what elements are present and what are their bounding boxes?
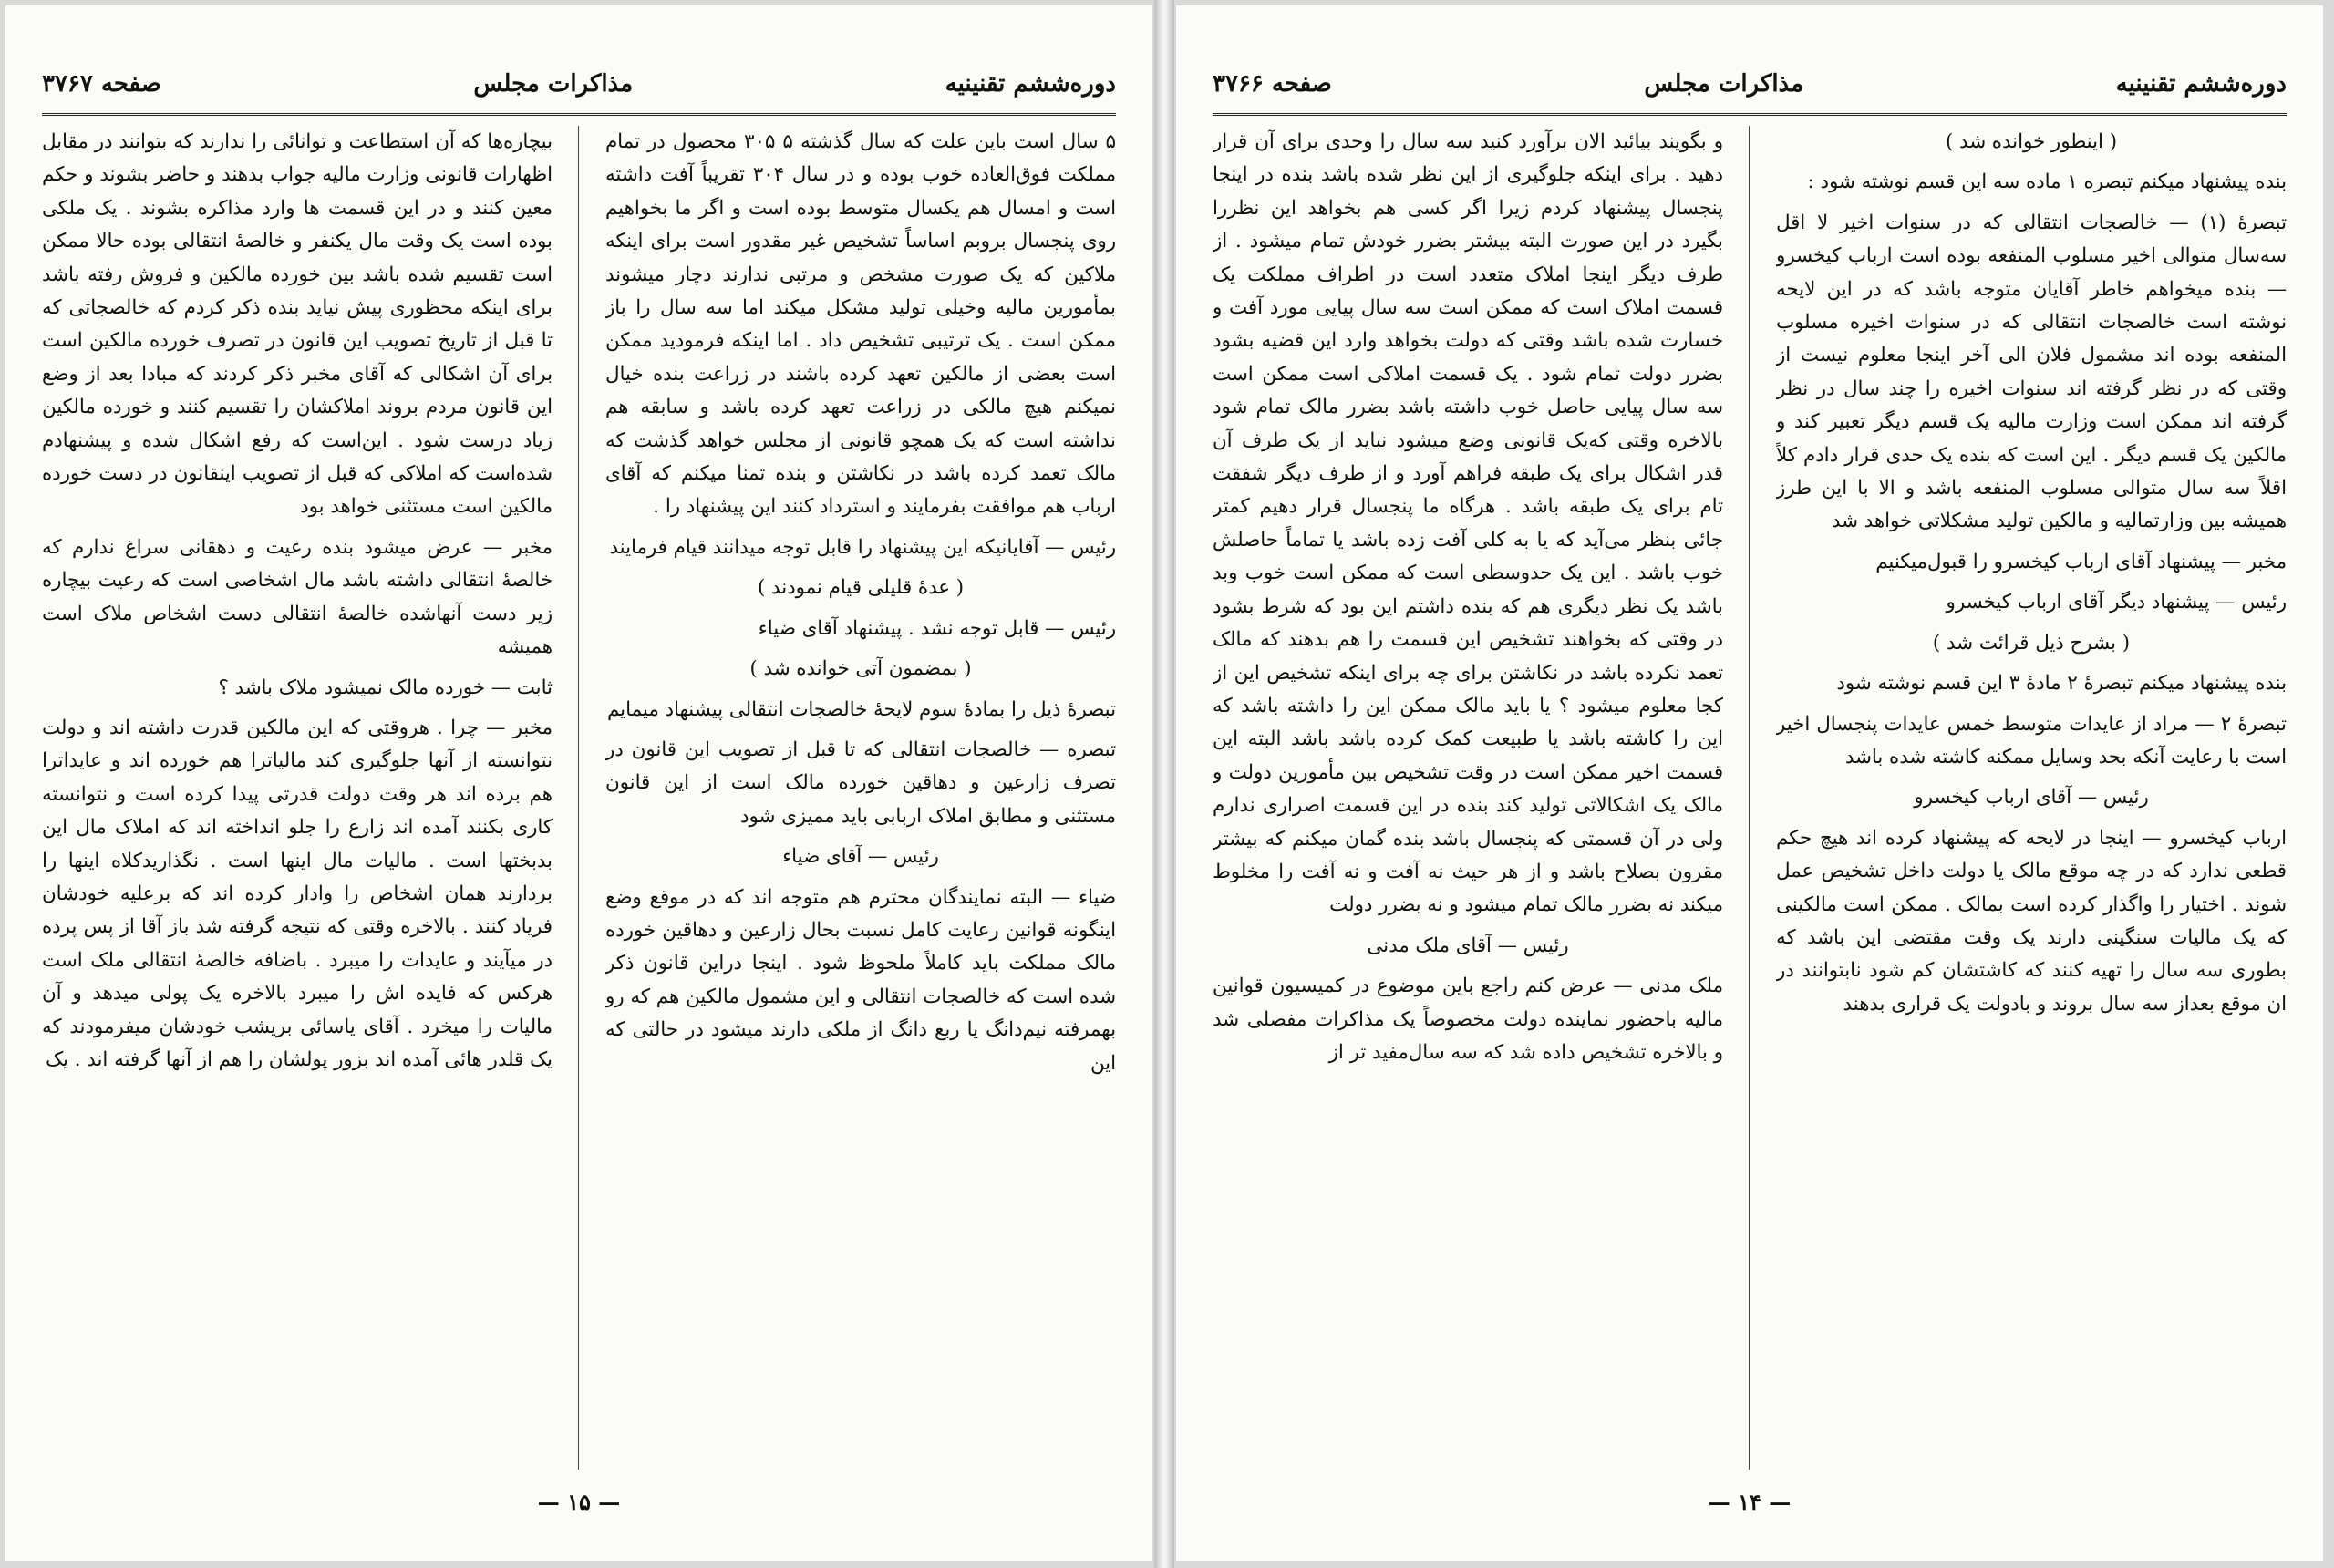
right-page-number: صفحه ۳۷۶۶ bbox=[1213, 70, 1332, 98]
left-page-right-column bbox=[605, 126, 1116, 1470]
paragraph: ملک مدنی — عرض کنم راجع باین موضوع در کمیسیون قوانین مالیه باحضور نماینده دولت مخصوصاً یک مذاکرات مفصلی شد و بالاخره تشخیص داده شد که سه سال‌مفید تر از bbox=[1213, 975, 1723, 1064]
paragraph: ۵ سال است باین علت که سال گذشته ۵ ۳۰۵ محصول در تمام مملکت فوق‌العاده خوب بوده و در سال ۳۰۴ تقریباً آفت داشته است و امسال هم یکسال متوسط بوده است و اگر ما بخواهیم روی پنجسال بروبم اساساً تشخیص غیر مقدور است برای اینکه ملاکین که یک صورت مشخص و مرتبی ندارند دچار میشوند بمأمورین مالیه وخیلی تولید مشکل میکند اما سه سال را باز ممکن است . یک ترتیبی تشخیص داد . اما اینکه فرمودید ممکن است بعضی از مالکین تعهد کرده باشند در زراعت بنده خیال نمیکنم هیچ مالکی در زراعت تعهد کرده باشد و سابقه هم نداشته است که یک همچو قانونی از مجلس خواهد گذشت که مالک تعمد کرده باشد در نکاشتن و بنده تمنا میکنم که آقای ارباب هم موافقت بفرمایند و استرداد کنند این پیشنهاد را . bbox=[605, 130, 1116, 519]
speaker-heading: رئیس — آقای ضیاء bbox=[782, 845, 939, 869]
paragraph: تبصرهٔ ۲ — مراد از عایدات متوسط خمس عایدات پنجسال اخیر است با رعایت آنکه بحد وسایل ممکنه کاشته شده باشد bbox=[1776, 712, 2287, 769]
paragraph: بنده پیشنهاد میکنم تبصره ۱ ماده سه این قسم نوشته شود : bbox=[1807, 170, 2287, 194]
right-page-left-column bbox=[1213, 126, 1723, 1470]
stage-note: ( بمضمون آتی خوانده شد ) bbox=[749, 657, 972, 681]
paragraph: رئیس — آقایانیکه این پیشنهاد را قابل توجه میدانند قیام فرمایند bbox=[609, 535, 1116, 559]
paragraph: و بگویند بیائید الان برآورد کنید سه سال را وحدی برای آن قرار دهید . برای اینکه جلوگیری از این نظر شده باشد بنده در اینجا پنجسال پیشنهاد کردم زیرا اگر کسی هم بخواهد این نظررا بگیرد در این صورت البته بیشتر بضرر خودش تمام میشود . از طرف دیگر اینجا املاک متعدد است در اطراف مملکت یک قسمت املاک است که ممکن است سه سال پیایی مورد آفت و خسارت شده باشد وقتی که دولت بخواهد وارد این قضیه بشود بضرر دولت تمام شود . یک قسمت املاکی است ممکن است سه سال پیایی حاصل خوب داشته باشد بضرر مالک تمام شود بالاخره وقتی که‌یک قانونی وضع میشود نباید از یک طرف آن قدر اشکال برای یک طبقه فراهم آورد و از طرف دیگر شفقت تام برای یک طبقه باشد . هرگاه ما پنجسال قرار دهیم کمتر جائی بنظر می‌آید که یا به کلی آفت زده باشد یا تماماً حاصلش خوب باشد . این یک حدوسطی است که ممکن است خوب وبد باشد یک نظر دیگری هم که بنده داشتم این بود که شرط بشود در وقتی که بخواهند تشخیص این قسمت را هم بدهند که مالک تعمد نکرده باشد در نکاشتن برای چه برای اینکه تشخیص این از کجا معلوم میشود ؟ یا باید مالک ممکن این را داشته باشد که این را کاشته باشد یا طبیعت کمک کرده باشد باشد البته این قسمت اخیر ممکن است در وقت تشخیص بین مأمورین دولت و مالک یک اشکالاتی تولید کند بنده در این قسمت اصراری ندارم ولی در آن قسمتی که پنجسال باشد بنده گمان میکنم که بیشتر مقرون بصلاح باشد و از هر حیث نه آفت و نه آفت را مخلوط میکند نه بضرر مالک تمام میشود و نه بضرر دولت bbox=[1213, 130, 1723, 917]
left-page-header bbox=[42, 57, 1116, 111]
right-header-rule bbox=[1213, 113, 2287, 116]
left-session-label: دوره‌ششم تقنینیه bbox=[945, 70, 1116, 98]
left-page-left-column bbox=[42, 126, 553, 1470]
right-page bbox=[1176, 5, 2323, 1561]
left-page-number: صفحه ۳۷۶۷ bbox=[42, 70, 161, 98]
column-divider bbox=[1749, 126, 1750, 1470]
paragraph: ارباب کیخسرو — اینجا در لایحه که پیشنهاد کرده اند هیچ حکم قطعی ندارد که در چه موقع مالک یا دولت داخل تشخیص عمل شوند . اختیار را واگذار کرده است بمالک . ممکن است مالکینی که یک مالیات سنگینی دارند یک وقت مقتضی این باشد که بطوری سه سال را تهیه کنند که کاشتشان کم شود نابتوانند در ان موقع بعداز سه سال بروند و بادولت یک قراری بدهند bbox=[1776, 826, 2287, 1016]
right-page-footer bbox=[1176, 1489, 2323, 1515]
paragraph: مخبر — پیشنهاد آقای ارباب کیخسرو را قبول‌میکنیم bbox=[1875, 550, 2287, 573]
stage-note: ( عدهٔ قلیلی قیام نمودند ) bbox=[757, 576, 965, 600]
paragraph: مخبر — عرض میشود بنده رعیت و دهقانی سراغ ندارم که خالصهٔ انتقالی داشته باشد مال اشخاصی است که رعیت بیچاره زیر دست آنهاشده خالصهٔ انتقالی دست اشخاص ملاک است همیشه bbox=[42, 535, 553, 659]
paragraph: مخبر — چرا . هروقتی که این مالکین قدرت داشته اند و دولت نتوانسته از آنها جلوگیری کند مالیاترا هم خورده اند و عایداترا هم برده اند هر وقت دولت قدرتی پیدا کرده است و نتوانسته کاری بکنند آمده اند زارع را جلو انداخته اند که املاک مال این بدبختها است . مالیات مال اینها است . نگذاریدکلاه اینها را بردارند همان اشخاص را وادار کرده اند که برعلیه خودشان فریاد کنند . بالاخره وقتی که نتیجه گرفته شد باز آقا از پس پرده در میآیند و عایدات را میبرد . باضافه خالصهٔ انتقالی ملک است هرکس که فایده اش را میبرد بالاخره یک پولی میدهد و آن مالیات را میخرد . آقای یاسائی بریشب خودشان میفرمودند که یک قلدر هائی آمده اند بزور پولشان را هم از آنها گرفته اند . یک bbox=[42, 716, 553, 1071]
paragraph: بنده پیشنهاد میکنم تبصرهٔ ۲ مادهٔ ۳ این قسم نوشته شود bbox=[1836, 672, 2287, 696]
right-page-right-column bbox=[1776, 126, 2287, 1470]
paragraph: بیچاره‌ها که آن استطاعت و توانائی را ندارند که بتوانند در مقابل اظهارات قانونی وزارت مالیه جواب بدهند و حاضر بشوند و حکم معین کنند و در این قسمت ها وارد مذاکره بشوند . یک ملکی بوده است یک وقت مال یکنفر و خالصهٔ انتقالی بوده حالا ممکن است تقسیم شده باشد بین خورده مالکین و فروش رفته باشد برای اینکه محظوری پیش نیاید بنده ذکر کردم که خالصجاتی که تا قبل از تاریخ تصویب این قانون در تصرف خورده مالکین است برای آن اشکالی که آقای مخبر ذکر کردند که مبادا بعد از وضع این قانون مردم بروند املاکشان را تقسیم کنند و خورده مالکین زیاد درست شود . این‌است که رفع اشکال شده و پیشنهادم شده‌است که املاکی که قبل از تصویب اینقانون در دست خورده مالکین است مستثنی خواهد بود bbox=[42, 130, 553, 519]
speaker-heading: رئیس — آقای ملک مدنی bbox=[1367, 934, 1569, 957]
left-page-footer bbox=[5, 1489, 1152, 1515]
left-title: مذاکرات مجلس bbox=[473, 70, 634, 98]
right-session-label: دوره‌ششم تقنینیه bbox=[2115, 70, 2287, 98]
right-title: مذاکرات مجلس bbox=[1644, 70, 1804, 98]
footer-page-number: — ۱۴ — bbox=[1708, 1489, 1792, 1515]
paragraph: تبصرهٔ (۱) — خالصجات انتقالی که در سنوات اخیر لا اقل سه‌سال متوالی اخیر مسلوب المنفعه بوده است ارباب کیخسرو — بنده میخواهم خاطر آقایان متوجه باشد که در این لایحه نوشته است خالصجات انتقالی که در سنوات اخیره مسلوب المنفعه بوده اند مشمول فلان الی آخر اینجا معلوم نیست از وقتی که در نظر گرفته اند سنوات اخیره را چند سال در نظر گرفته اند ممکن است وزارت مالیه یک قسم دیگر تعبیر کند و مالکین یک قسم دیگر . این است که بنده یک حدی قرار دادم کلاً اقلاً سه سال متوالی مسلوب المنفعه باشد و الا با این طرز همیشه بین وزارتمالیه و مالکین تولید مشکلاتی خواهد شد bbox=[1776, 211, 2287, 533]
footer-page-number: — ۱۵ — bbox=[537, 1489, 621, 1515]
paragraph: تبصره — خالصجات انتقالی که تا قبل از تصویب این قانون در تصرف زارعین و دهاقین خورده مالک است از این قانون مستثنی و مطابق املاک اربابی باید ممیزی شود bbox=[605, 738, 1116, 828]
left-header-rule bbox=[42, 113, 1116, 116]
stage-note: ( اینطور خوانده شد ) bbox=[1945, 130, 2118, 153]
speaker-heading: رئیس — آقای ارباب کیخسرو bbox=[1914, 786, 2149, 810]
right-page-header bbox=[1213, 57, 2287, 111]
paragraph: رئیس — پیشنهاد دیگر آقای ارباب کیخسرو bbox=[1946, 591, 2287, 614]
left-page bbox=[5, 5, 1152, 1561]
paragraph: رئیس — قابل توجه نشد . پیشنهاد آقای ضیاء bbox=[758, 616, 1116, 640]
paragraph: تبصرهٔ ذیل را بمادهٔ سوم لایحهٔ خالصجات انتقالی پیشنهاد میمایم bbox=[606, 697, 1116, 721]
paragraph: ثابت — خورده مالک نمیشود ملاک باشد ؟ bbox=[218, 676, 553, 699]
stage-note: ( بشرح ذیل قرائت شد ) bbox=[1932, 631, 2131, 655]
book-gutter bbox=[1154, 0, 1174, 1568]
paragraph: ضیاء — البته نمایندگان محترم هم متوجه اند که در موقع وضع اینگونه قوانین رعایت کامل نسبت بحال زارعین و دهاقین خورده مالک مملکت باید کاملاً ملحوظ شود . اینجا دراین قانون ذکر شده است که خالصجات انتقالی و این مشمول مالکین هم که رو بهمرفته نیم‌دانگ یا ربع دانگ از ملکی دارند میشود در حالتی که این bbox=[605, 885, 1116, 1075]
column-divider bbox=[578, 126, 579, 1470]
